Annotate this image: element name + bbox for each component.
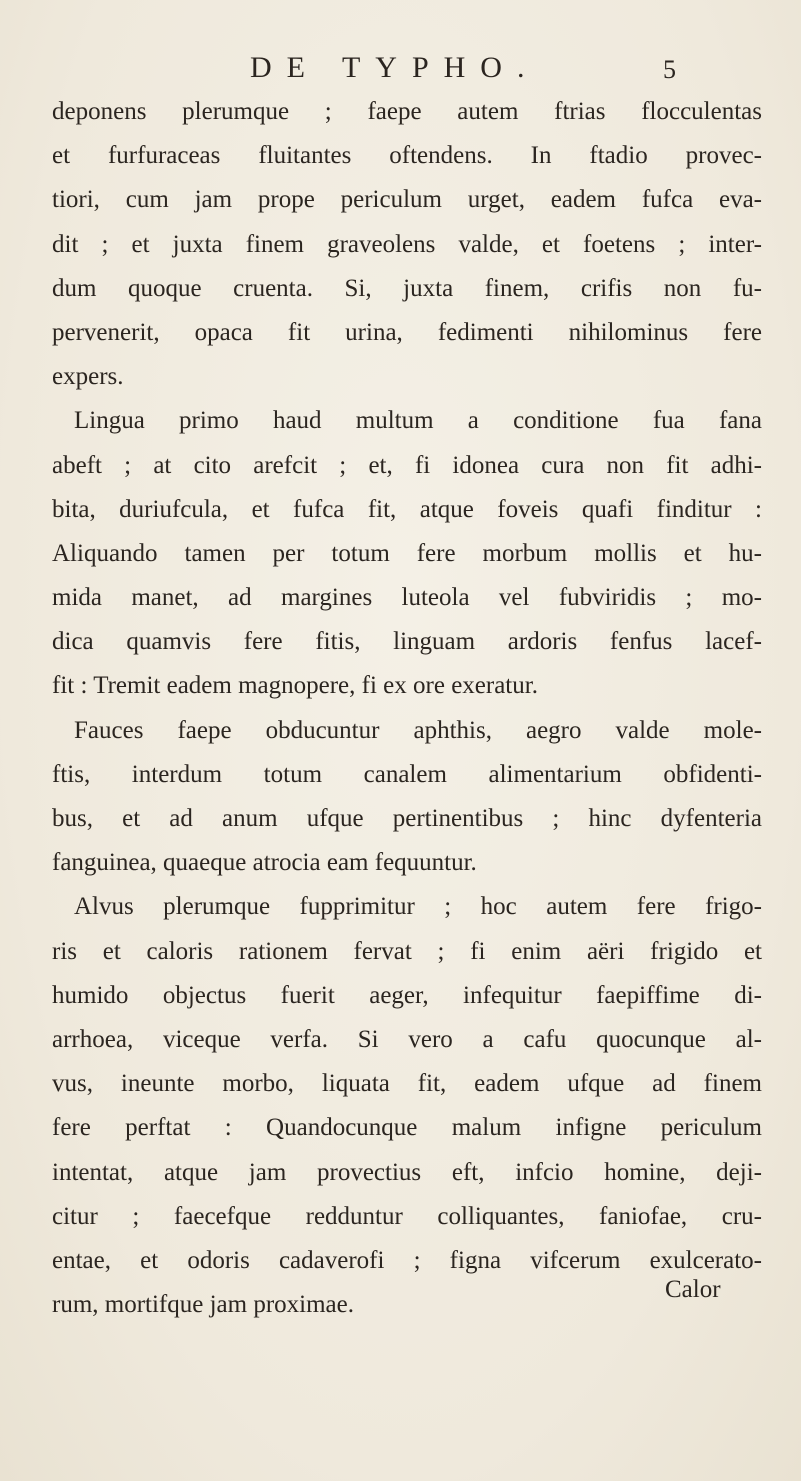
text-line: humido objectus fuerit aeger, infequitur faepiffime di- bbox=[52, 981, 762, 1009]
catchword: Calor bbox=[665, 1276, 721, 1303]
body-text bbox=[52, 90, 762, 1327]
text-line: dica quamvis fere fitis, linguam ardoris fenfus lacef- bbox=[52, 628, 762, 656]
text-line: dum quoque cruenta. Si, juxta finem, crifis non fu- bbox=[52, 274, 762, 302]
text-line: fere perftat : Quandocunque malum infigne periculum bbox=[52, 1114, 762, 1142]
running-head bbox=[0, 48, 801, 88]
running-title: DE TYPHO. bbox=[250, 51, 540, 84]
text-line: ftis, interdum totum canalem alimentarium obfidenti- bbox=[52, 760, 762, 788]
text-line: fit : Tremit eadem magnopere, fi ex ore exeratur. bbox=[52, 672, 538, 700]
text-line: mida manet, ad margines luteola vel fubviridis ; mo- bbox=[52, 584, 762, 612]
text-line: dit ; et juxta finem graveolens valde, et foetens ; inter- bbox=[52, 230, 762, 258]
text-line: fanguinea, quaeque atrocia eam fequuntur. bbox=[52, 849, 477, 877]
text-line: Fauces faepe obducuntur aphthis, aegro valde mole- bbox=[74, 716, 762, 744]
text-line: entae, et odoris cadaverofi ; figna vifcerum exulcerato- bbox=[52, 1246, 762, 1274]
text-line: ris et caloris rationem fervat ; fi enim aëri frigido et bbox=[52, 937, 762, 965]
text-line: vus, ineunte morbo, liquata fit, eadem ufque ad finem bbox=[52, 1070, 762, 1098]
text-line: expers. bbox=[52, 363, 124, 391]
text-line: pervenerit, opaca fit urina, fedimenti nihilominus fere bbox=[52, 318, 762, 346]
text-line: tiori, cum jam prope periculum urget, eadem fufca eva- bbox=[52, 186, 762, 214]
text-line: arrhoea, viceque verfa. Si vero a cafu quocunque al- bbox=[52, 1025, 762, 1053]
text-line: bus, et ad anum ufque pertinentibus ; hinc dyfenteria bbox=[52, 805, 762, 832]
text-line: citur ; faecefque redduntur colliquantes, faniofae, cru- bbox=[52, 1202, 762, 1230]
text-line: Alvus plerumque fupprimitur ; hoc autem fere frigo- bbox=[74, 893, 762, 921]
text-line: intentat, atque jam provectius eft, infcio homine, deji- bbox=[52, 1158, 762, 1186]
text-line: bita, duriufcula, et fufca fit, atque foveis quafi finditur : bbox=[52, 495, 762, 523]
text-line: rum, mortifque jam proximae. bbox=[52, 1291, 355, 1319]
text-line: Aliquando tamen per totum fere morbum mollis et hu- bbox=[52, 539, 762, 567]
text-line: deponens plerumque ; faepe autem ftrias flocculentas bbox=[52, 98, 762, 125]
text-line: Lingua primo haud multum a conditione fua fana bbox=[74, 407, 762, 435]
text-line: et furfuraceas fluitantes oftendens. In ftadio provec- bbox=[52, 142, 762, 170]
page-number: 5 bbox=[663, 55, 676, 84]
text-line: abeft ; at cito arefcit ; et, fi idonea cura non fit adhi- bbox=[52, 451, 762, 479]
